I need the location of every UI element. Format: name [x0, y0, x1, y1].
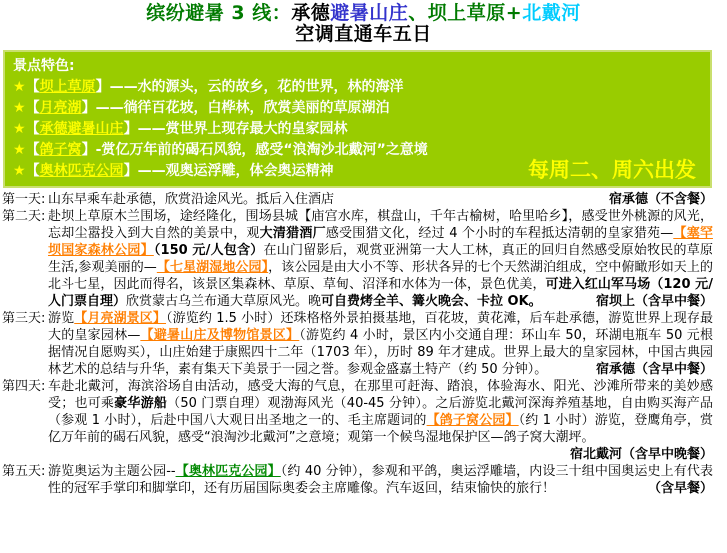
attraction-name: 鸽子窝 [39, 142, 82, 158]
highlight-desc: ——赏世界上现存最大的皇家园林 [137, 121, 348, 137]
day-content [48, 378, 713, 463]
day-label: 第二天: [2, 209, 46, 224]
attraction-name: 【奥林匹克公园】 [175, 464, 281, 479]
day-text: 在山门留影后，观赏亚洲第一大人工林，真正的回归自然感受原始牧民的草原生活,参观美丽的— [48, 243, 713, 275]
day-content [48, 310, 713, 378]
day-text: （50 门票自理）观渤海风光（40-45 分钟）。之后游览北戴河深海养殖基地，自由购买海产品（参观 1 小时），后赴中国八大观日出圣地之一的、毛主席题词的 [48, 396, 713, 428]
lodging-info: 宿北戴河（含早中晚餐） [569, 447, 713, 462]
bracket: 】 [123, 163, 138, 179]
highlight-desc: ——水的源头，云的故乡，花的世界，林的海洋 [109, 79, 404, 95]
itinerary [2, 191, 713, 497]
highlight-desc: -赏亿万年前的碣石风貌，感受“浪淘沙北戴河”之意境 [95, 142, 428, 158]
bracket: 】 [123, 121, 138, 137]
day-text: 山东早乘车赴承德，欣赏沿途风光。抵后入住酒店 [48, 192, 335, 207]
day-text: （150 元/人包含） [153, 243, 264, 258]
day-text: 大清猎酒厂 [259, 226, 326, 241]
attraction-name: 承德避暑山庄 [39, 121, 124, 137]
title-segment: + [505, 2, 523, 24]
day-text: （游览约 1.5 小时）还珠格格外景拍摄基地，百花坡，黄花滩，后车赴承德，游览世界上现存最大的皇家园林— [48, 311, 713, 343]
page-title-line2: 空调直通车五日 [295, 23, 432, 45]
star-icon: ★ [13, 100, 26, 116]
highlight-desc: ——徜徉百花坡，白桦林，欣赏美丽的草原湖泊 [95, 100, 390, 116]
day-label: 第一天: [2, 192, 46, 207]
day-text: ，该公园是由大小不等、形状各异的七个天然湖泊组成，空中俯瞰形如天上的北斗七星，因此而得名，该景区集森林、草原、草甸、沼泽和水体为一体，景色优美， [48, 260, 713, 292]
bracket: 【 [25, 163, 40, 179]
day-text: 车赴北戴河，海滨浴场自由活动，感受大海的气息，在那里可赶海、踏浪，体验海水、阳光、沙滩所带来的美妙感受；也可乘 [48, 379, 713, 411]
bracket: 【 [25, 100, 40, 116]
day-row [2, 191, 713, 208]
day-row [2, 208, 713, 310]
day-text: （约 40 分钟），参观和平鸽，奥运浮雕墙，内设三十组中国奥运史上有代表性的冠军手掌印和脚掌印，还有历届国际奥委会主席雕像。汽车返回，结束愉快的旅行！ [48, 464, 713, 496]
day-content [48, 208, 713, 310]
day-text: 欣赏蒙古乌兰布通大草原风光。晚 [126, 294, 322, 309]
highlight-desc: ——观奥运浮雕，体会奥运精神 [137, 163, 334, 179]
highlight-item [13, 99, 702, 117]
highlight-item [13, 78, 702, 96]
attraction-name: 【鸽子窝公园】 [426, 413, 519, 428]
day-label: 第三天: [2, 311, 46, 326]
day-text: 赴坝上草原木兰围场，途经隆化，围场县城【庙宫水库，棋盘山，千年古榆树，哈里哈乡】，感受世外桃源的风光，忘却尘嚣投入到大自然的美景中，观 [48, 209, 713, 241]
highlight-item [13, 120, 702, 138]
attraction-name: 【塞罕坝国家森林公园】 [48, 226, 713, 258]
highlights-box [3, 50, 712, 188]
bracket: 【 [25, 142, 40, 158]
lodging-info: 宿承德（含早中餐） [595, 362, 713, 377]
attraction-name: 【避暑山庄及博物馆景区】 [140, 328, 300, 343]
day-label: 第四天: [2, 379, 46, 394]
highlight-item [13, 141, 702, 159]
day-text: 豪华游船 [114, 396, 168, 411]
day-text: 游览奥运为主题公园-- [48, 464, 176, 479]
star-icon: ★ [13, 79, 26, 95]
attraction-name: 奥林匹克公园 [39, 163, 124, 179]
departure-note: 每周二、周六出发 [528, 158, 696, 182]
lodging-info: （含早餐） [647, 481, 713, 496]
day-text: 可自费烤全羊、篝火晚会、卡拉 OK。 [321, 294, 542, 309]
day-row [2, 463, 713, 497]
page-title [0, 3, 727, 45]
day-text: （游览约 4 小时，景区内小交通自理：环山车 50，环湖电瓶车 50 元根据情况自愿购买），山庄始建于康熙四十二年（1703 年），历时 89 年才建成。世界上最大的皇家园林，中国古典园林艺术的总结与升华，素有集天下美景于一园之誉。参观金盛嘉土特产（约 50 分钟）。 [48, 328, 713, 377]
day-label: 第五天: [2, 464, 46, 479]
page-title-line1 [0, 3, 727, 24]
bracket: 】 [81, 100, 96, 116]
star-icon: ★ [13, 121, 26, 137]
title-segment: 北戴河 [522, 2, 581, 24]
bracket: 】 [81, 142, 96, 158]
attraction-name: 【月亮湖景区】 [74, 311, 167, 326]
attraction-name: 坝上草原 [39, 79, 96, 95]
day-text: 可进入红山军马场（120 元/人门票自理） [48, 277, 713, 309]
star-icon: ★ [13, 142, 26, 158]
title-segment: 承德 [291, 2, 331, 24]
travel-itinerary-document [0, 3, 727, 553]
title-segment: 、坝上草原 [408, 2, 506, 24]
lodging-info: 宿承德（不含餐） [608, 192, 713, 207]
day-text: 游览 [48, 311, 75, 326]
title-segment: 避暑山庄 [330, 2, 409, 24]
attraction-name: 月亮湖 [39, 100, 82, 116]
day-row [2, 310, 713, 378]
day-text: （约 1 小时）游览，登鹰角亭，赏亿万年前的碣石风貌，感受“浪淘沙北戴河”之意境；观第一个候鸟湿地保护区—鸽子窝大潮坪。 [48, 413, 713, 445]
attraction-name: 【七星湖湿地公园】 [156, 260, 269, 275]
star-icon: ★ [13, 163, 26, 179]
highlights-heading: 景点特色: [13, 58, 75, 74]
day-content [48, 191, 713, 208]
day-row [2, 378, 713, 463]
day-content [48, 463, 713, 497]
bracket: 【 [25, 121, 40, 137]
title-segment: 缤纷避暑 3 线： [146, 2, 292, 24]
bracket: 【 [25, 79, 40, 95]
day-text: 感受围猎文化，经过 4 个小时的车程抵达清朝的皇家猎苑— [325, 226, 674, 241]
lodging-info: 宿坝上（含早中餐） [595, 294, 713, 309]
bracket: 】 [95, 79, 110, 95]
